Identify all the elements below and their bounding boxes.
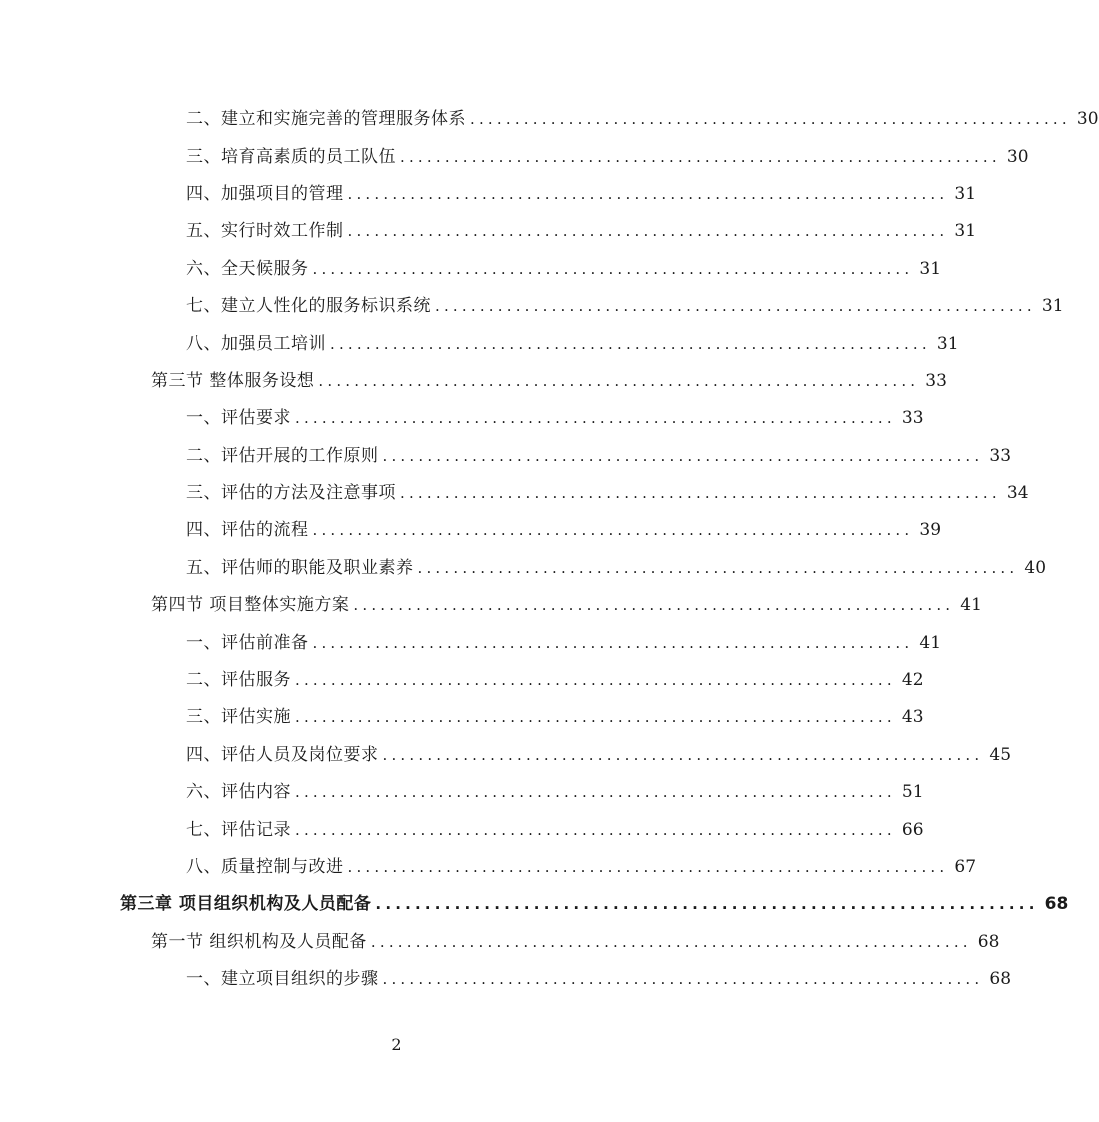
- toc-page-number: 31: [954, 183, 977, 204]
- toc-page-number: 68: [989, 969, 1012, 990]
- toc-dot-leader: ...................................................................: [312, 521, 914, 540]
- toc-page-number: 45: [989, 744, 1012, 765]
- toc-entry-title: 三、评估实施: [186, 707, 291, 728]
- toc-entry-title: 七、建立人性化的服务标识系统: [186, 296, 431, 317]
- toc-dot-leader: ...................................................................: [382, 745, 984, 764]
- toc-entry-title: 第一节 组织机构及人员配备: [151, 931, 367, 952]
- toc-dot-leader: ...................................................................: [330, 334, 931, 353]
- toc-dot-leader: ...................................................................: [400, 147, 1001, 166]
- toc-entry-title: 六、全天候服务: [186, 258, 309, 279]
- toc-section-entry[interactable]: [0, 587, 982, 624]
- toc-entry[interactable]: [0, 400, 924, 437]
- toc-page-number: 33: [989, 445, 1012, 466]
- toc-entry-title: 一、评估要求: [186, 408, 291, 429]
- toc-dot-leader: ...................................................................: [312, 633, 914, 652]
- toc-dot-leader: ...................................................................: [312, 259, 914, 278]
- toc-dot-leader: ...................................................................: [435, 297, 1036, 316]
- toc-page-number: 30: [1076, 109, 1099, 130]
- toc-page-number: 30: [1006, 146, 1029, 167]
- toc-page-number: 43: [901, 707, 924, 728]
- toc-dot-leader: ...................................................................: [417, 558, 1019, 577]
- toc-dot-leader: ...................................................................: [470, 110, 1071, 129]
- toc-page-number: 42: [901, 670, 924, 691]
- toc-dot-leader: ...................................................................: [295, 671, 896, 690]
- toc-dot-leader: ...................................................................: [370, 932, 972, 951]
- toc-entry-title: 八、质量控制与改进: [186, 857, 344, 877]
- toc-entry-title: 二、评估服务: [186, 670, 291, 691]
- toc-entry-title: 四、评估的流程: [186, 520, 309, 541]
- toc-entry-title: 五、实行时效工作制: [186, 221, 344, 242]
- toc-dot-leader: ...................................................................: [295, 783, 896, 802]
- toc-entry-title: 五、评估师的职能及职业素养: [186, 557, 414, 578]
- toc-dot-leader: ...................................................................: [318, 371, 920, 390]
- toc-entry-title: 六、评估内容: [186, 782, 291, 803]
- toc-section-entry[interactable]: [0, 363, 947, 400]
- toc-dot-leader: ...................................................................: [295, 820, 896, 839]
- toc-entry[interactable]: [0, 288, 1064, 325]
- toc-page-number: 33: [901, 408, 924, 429]
- toc-entry[interactable]: [0, 624, 942, 661]
- toc-chapter-entry[interactable]: [0, 886, 1069, 923]
- toc-entry[interactable]: [0, 774, 924, 811]
- toc-entry-title: 三、培育高素质的员工队伍: [186, 146, 396, 167]
- toc-entry[interactable]: [0, 512, 942, 549]
- toc-page-number: 66: [901, 819, 924, 840]
- toc-entry[interactable]: [0, 811, 924, 848]
- toc-entry[interactable]: [0, 849, 977, 886]
- toc-page-number: 41: [960, 595, 982, 616]
- toc-dot-leader: ...................................................................: [375, 895, 1039, 914]
- toc-entry-title: 八、加强员工培训: [186, 333, 326, 354]
- toc-page-number: 67: [954, 857, 977, 877]
- toc-entry[interactable]: [0, 662, 924, 699]
- toc-dot-leader: ...................................................................: [347, 222, 949, 241]
- toc-entry[interactable]: [0, 176, 977, 213]
- toc-entry[interactable]: [0, 737, 1012, 774]
- toc-entry-title: 四、评估人员及岗位要求: [186, 744, 379, 765]
- toc-entry[interactable]: [0, 438, 1012, 475]
- toc-dot-leader: ...................................................................: [295, 708, 896, 727]
- toc-page-number: 34: [1006, 483, 1029, 504]
- toc-entry[interactable]: [0, 475, 1029, 512]
- toc-page-number: 39: [919, 520, 942, 541]
- toc-dot-leader: ...................................................................: [382, 446, 984, 465]
- toc-entry[interactable]: [0, 138, 1029, 175]
- toc-entry-title: 第三章 项目组织机构及人员配备: [120, 894, 372, 915]
- toc-page-number: 68: [1044, 894, 1069, 915]
- toc-dot-leader: ...................................................................: [295, 409, 896, 428]
- toc-entry-title: 二、评估开展的工作原则: [186, 445, 379, 466]
- toc-dot-leader: ...................................................................: [353, 596, 955, 615]
- toc-page-number: 33: [925, 370, 947, 391]
- toc-page-number: 68: [977, 931, 1000, 952]
- toc-entry[interactable]: [0, 251, 942, 288]
- toc-page-number: 41: [919, 632, 942, 653]
- toc-entry-title: 一、评估前准备: [186, 632, 309, 653]
- toc-entry-title: 一、建立项目组织的步骤: [186, 969, 379, 990]
- toc-entry-title: 二、建立和实施完善的管理服务体系: [186, 109, 466, 130]
- toc-page-number: 51: [901, 782, 924, 803]
- toc-page-number: 31: [936, 333, 959, 354]
- toc-page-number: 40: [1024, 557, 1047, 578]
- toc-page-number: 31: [919, 258, 942, 279]
- toc-page-number: 31: [1041, 296, 1064, 317]
- toc-page-number: 31: [954, 221, 977, 242]
- toc-entry[interactable]: [0, 325, 959, 362]
- toc-entry-title: 第三节 整体服务设想: [151, 370, 315, 391]
- toc-entry-title: 三、评估的方法及注意事项: [186, 483, 396, 504]
- toc-dot-leader: ...................................................................: [347, 184, 949, 203]
- toc-entry[interactable]: [0, 961, 1012, 998]
- toc-entry[interactable]: [0, 101, 1099, 138]
- toc-entry-title: 第四节 项目整体实施方案: [151, 595, 350, 616]
- toc-dot-leader: ...................................................................: [382, 970, 984, 989]
- toc-entry[interactable]: [0, 699, 924, 736]
- toc-entry[interactable]: [0, 213, 977, 250]
- toc-entry[interactable]: [0, 550, 1047, 587]
- toc-dot-leader: ...................................................................: [347, 858, 949, 876]
- table-of-contents: [0, 101, 1099, 998]
- toc-entry-title: 七、评估记录: [186, 819, 291, 840]
- toc-entry-title: 四、加强项目的管理: [186, 183, 344, 204]
- toc-section-entry[interactable]: [0, 924, 1000, 961]
- page-footer-number: 2: [391, 1035, 402, 1054]
- toc-dot-leader: ...................................................................: [400, 484, 1001, 503]
